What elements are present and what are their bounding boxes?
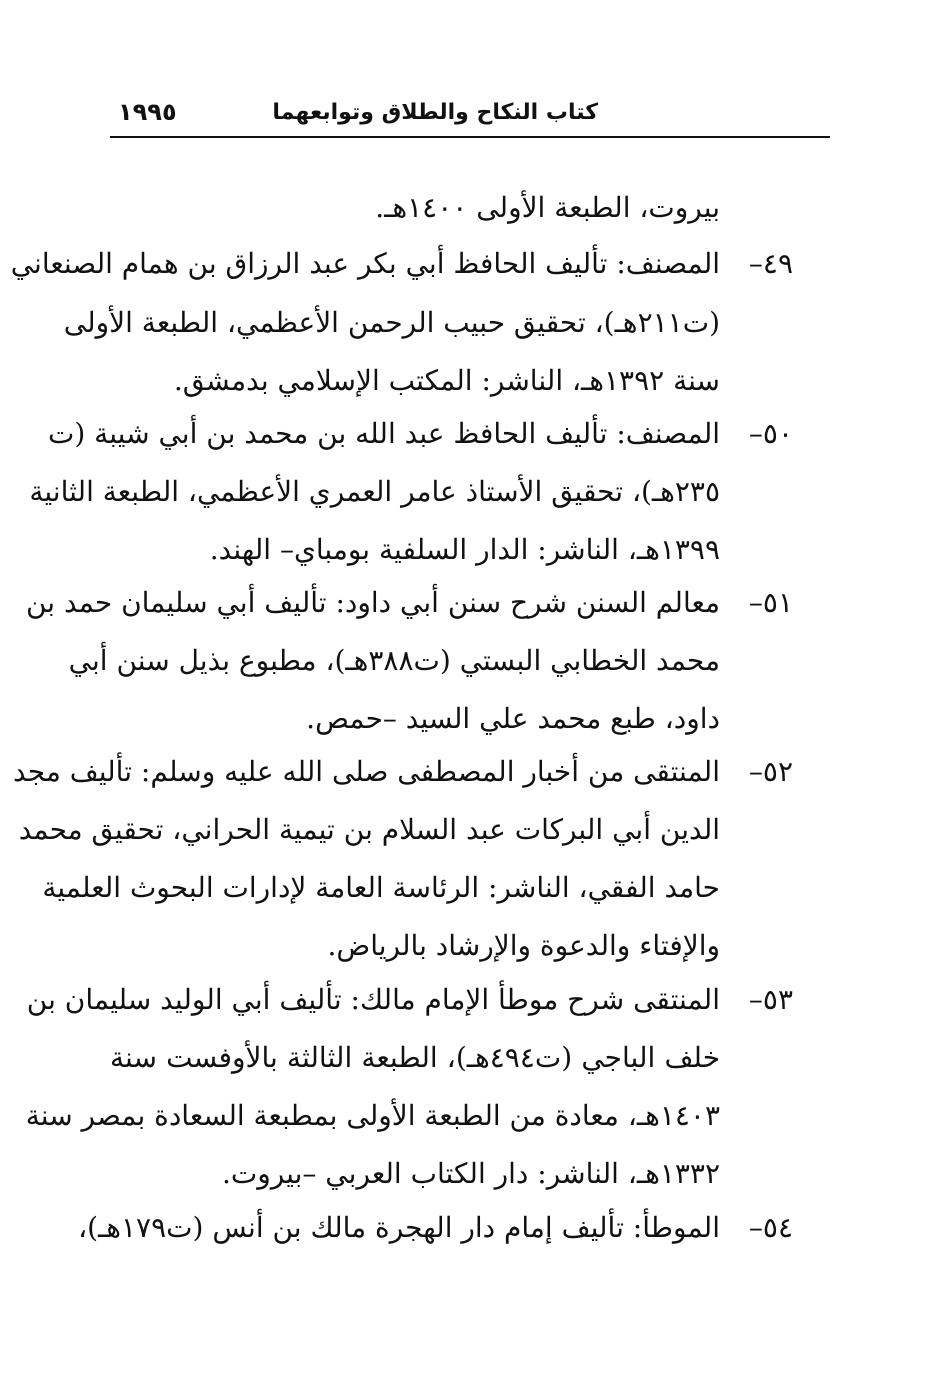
entry-line: ١٣٩٩هـ، الناشر: الدار السلفية بومباي– الهند. [209, 533, 720, 566]
entry-line: داود، طبع محمد علي السيد –حمص. [306, 702, 720, 735]
entry-line: محمد الخطابي البستي (ت٣٨٨هـ)، مطبوع بذيل سنن أبي [68, 644, 720, 677]
entry-line: معالم السنن شرح سنن أبي داود: تأليف أبي سليمان حمد بن [25, 586, 720, 619]
running-header [110, 96, 830, 138]
entry-number: ٥٢– [748, 755, 793, 788]
entry-line: الدين أبي البركات عبد السلام بن تيمية الحراني، تحقيق محمد [18, 813, 720, 846]
entry-line: ١٤٠٣هـ، معادة من الطبعة الأولى بمطبعة السعادة بمصر سنة [25, 1099, 720, 1132]
entry-line: والإفتاء والدعوة والإرشاد بالرياض. [327, 929, 720, 962]
entry-line: حامد الفقي، الناشر: الرئاسة العامة لإدارات البحوث العلمية [42, 871, 720, 904]
entry-number: ٥٣– [748, 983, 793, 1016]
entry-line: ٢٣٥هـ)، تحقيق الأستاذ عامر العمري الأعظمي، الطبعة الثانية [29, 475, 720, 508]
entry-line: المنتقى من أخبار المصطفى صلى الله عليه وسلم: تأليف مجد [13, 755, 720, 788]
entry-line: المصنف: تأليف الحافظ عبد الله بن محمد بن أبي شيبة (ت [48, 417, 720, 450]
entry-line: المصنف: تأليف الحافظ أبي بكر عبد الرزاق بن همام الصنعاني [10, 247, 720, 280]
entry-line: خلف الباجي (ت٤٩٤هـ)، الطبعة الثالثة بالأوفست سنة [110, 1041, 721, 1074]
entry-number: ٥٠– [748, 417, 793, 450]
entry-line: سنة ١٣٩٢هـ، الناشر: المكتب الإسلامي بدمشق. [173, 364, 720, 397]
entry-line: الموطأ: تأليف إمام دار الهجرة مالك بن أنس (ت١٧٩هـ)، [78, 1211, 720, 1244]
entry-line: (ت٢١١هـ)، تحقيق حبيب الرحمن الأعظمي، الطبعة الأولى [63, 306, 720, 339]
page-number: ١٩٩٥ [118, 98, 177, 126]
entry-line: المنتقى شرح موطأ الإمام مالك: تأليف أبي الوليد سليمان بن [26, 983, 720, 1016]
entry-line: ١٣٣٢هـ، الناشر: دار الكتاب العربي –بيروت. [221, 1157, 720, 1190]
book-title: كتاب النكاح والطلاق وتوابعهما [272, 100, 598, 125]
entry-number: ٤٩– [748, 247, 793, 280]
entry-number: ٥٤– [748, 1211, 793, 1244]
entry-number: ٥١– [748, 586, 793, 619]
continuation-line: بيروت، الطبعة الأولى ١٤٠٠هـ. [375, 191, 720, 224]
